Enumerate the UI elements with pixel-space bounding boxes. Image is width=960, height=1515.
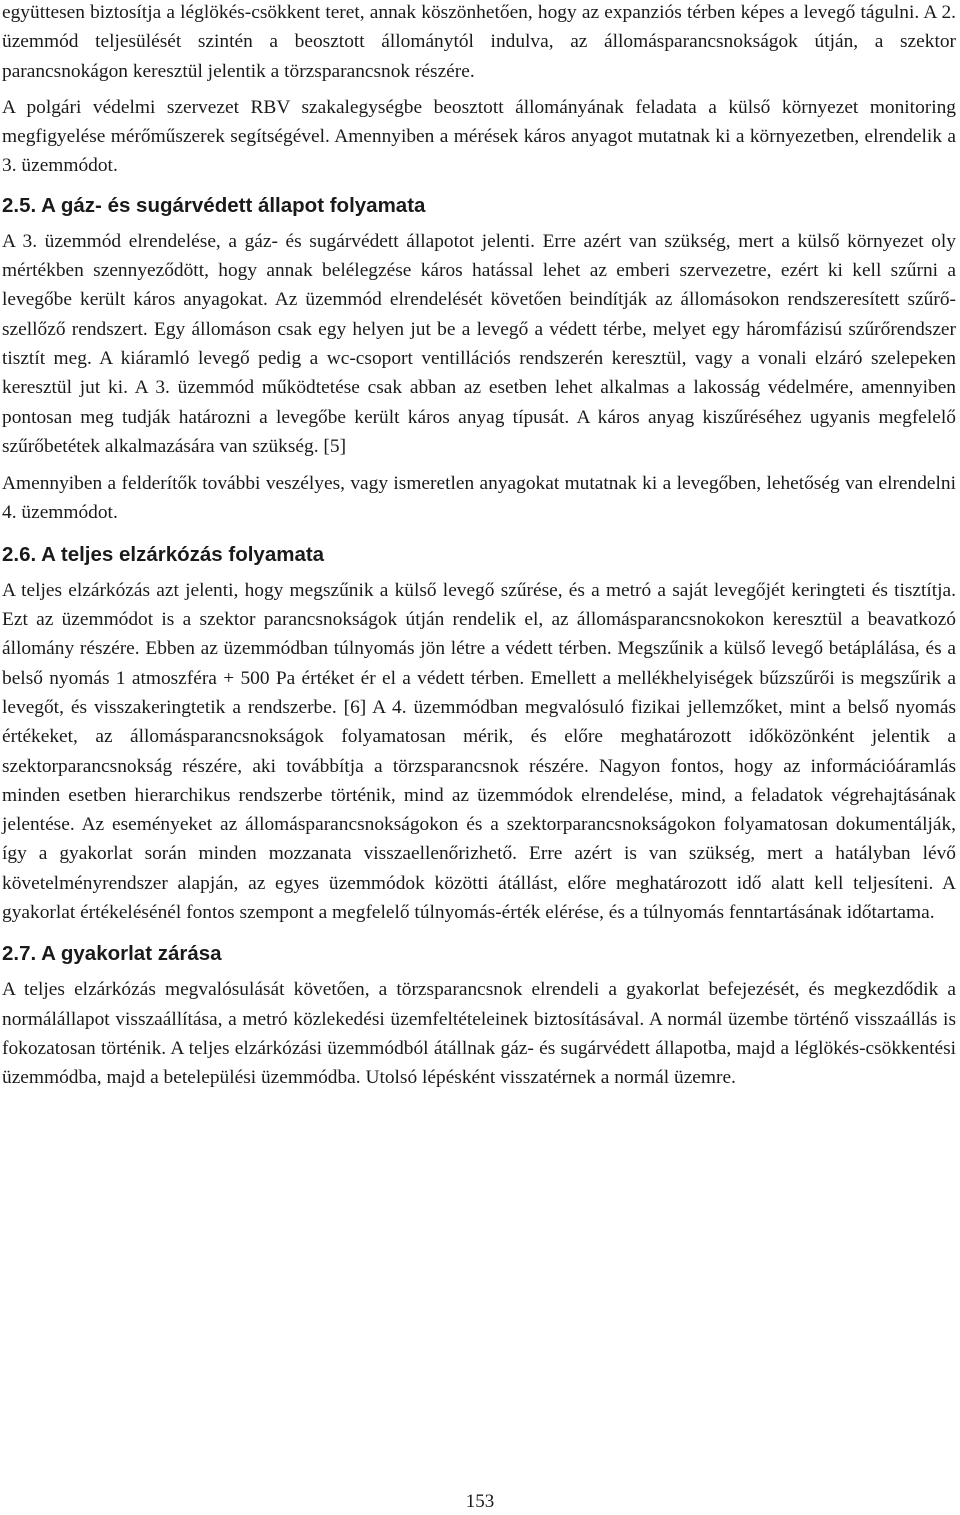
section-2-5-paragraph-1: A 3. üzemmód elrendelése, a gáz- és sugárvédett állapotot jelenti. Erre azért van szükség, mert a külső környezet oly mértékben szennyeződött, hogy annak belélegzése káros hatással lehet az emberi szervezetre, ezért ki kell szűrni a levegőbe került káros anyagokat. Az üzemmód elrendelését követően beindítják az állomásokon rendszeresített szűrő-szellőző rendszert. Egy állomáson csak egy helyen jut be a levegő a védett térbe, melyet egy háromfázisú szűrőrendszer tisztít meg. A kiáramló levegő pedig a wc-csoport ventillációs rendszerén keresztül, vagy a vonali elzáró szelepeken keresztül jut ki. A 3. üzemmód működtetése csak abban az esetben lehet alkalmas a lakosság védelmére, amennyiben pontosan meg tudják határozni a levegőbe került káros anyag típusát. A káros anyag kiszűréséhez ugyanis megfelelő szűrőbetétek alkalmazására van szükség. [5] [2,230,956,457]
section-2-6-paragraph-1: A teljes elzárkózás azt jelenti, hogy megszűnik a külső levegő szűrése, és a metró a saját levegőjét keringteti és tisztítja. Ezt az üzemmódot is a szektor parancsnokságok útján rendelik el, az állomásparancsnokokon keresztül a beavatkozó állomány részére. Ebben az üzemmódban túlnyomás jön létre a védett térben. Megszűnik a külső levegő betáplálása, és a belső nyomás 1 atmoszféra + 500 Pa értéket ér el a védett térben. Emellett a mellékhelyiségek bűzszűrői is megszűrik a levegőt, és visszakeringtetik a rendszerbe. [6] A 4. üzemmódban megvalósuló fizikai jellemzőket, mint a belső nyomás értékeket, az állomásparancsnokságok folyamatosan mérik, és előre meghatározott időközönként jelentik a szektorparancsnokság részére, aki továbbítja a törzsparancsnok részére. Nagyon fontos, hogy az információáramlás minden esetben hierarchikus rendszerbe történik, mind az üzemmódok elrendelése, mind, a feladatok végrehajtásának jelentése. Az eseményeket az állomásparancsnokságokon és a szektorparancsnokságokon folyamatosan dokumentálják, így a gyakorlat során minden mozzanata visszaellenőrizhető. Erre azért is van szükség, mert a hatályban lévő követelményrendszer alapján, az egyes üzemmódok közötti átállást, előre meghatározott idő alatt kell teljesíteni. A gyakorlat értékelésénél fontos szempont a megfelelő túlnyomás-érték elérése, és a túlnyomás fenntartásának időtartama. [2,579,956,924]
section-2-7-heading: 2.7. A gyakorlat zárása [2,942,222,966]
page-content [2,0,956,1093]
intro-paragraph-1: együttesen biztosítja a léglökés-csökkent teret, annak köszönhetően, hogy az expanziós térben képes a levegő tágulni. A 2. üzemmód teljesülését szintén a beosztott állománytól indulva, az állomásparancsnokságok útján, a szektor parancsnokágon keresztül jelentik a törzsparancsnok részére. [2,2,956,82]
section-2-5-heading: 2.5. A gáz- és sugárvédett állapot folyamata [2,193,426,217]
section-2-5-paragraph-2: Amennyiben a felderítők további veszélyes, vagy ismeretlen anyagokat mutatnak ki a levegőben, lehetőség van elrendelni 4. üzemmódot. [2,473,956,524]
intro-paragraph-2: A polgári védelmi szervezet RBV szakalegységbe beosztott állományának feladata a külső környezet monitoring megfigyelése mérőműszerek segítségével. Amennyiben a mérések káros anyagot mutatnak ki a környezetben, elrendelik a 3. üzemmódot. [2,96,956,177]
section-2-6-heading: 2.6. A teljes elzárkózás folyamata [2,542,325,566]
section-2-7-paragraph-1: A teljes elzárkózás megvalósulását követően, a törzsparancsnok elrendeli a gyakorlat befejezését, és megkezdődik a normálállapot visszaállítása, a metró közlekedési üzemfeltételeinek biztosításával. A normál üzembe történő visszaállás is fokozatosan történik. A teljes elzárkózási üzemmódból átállnak gáz- és sugárvédett állapotba, majd a léglökés-csökkentési üzemmódba, majd a betelepülési üzemmódba. Utolsó lépésként visszatérnek a normál üzemre. [2,979,956,1089]
page-number: 153 [465,1491,495,1512]
